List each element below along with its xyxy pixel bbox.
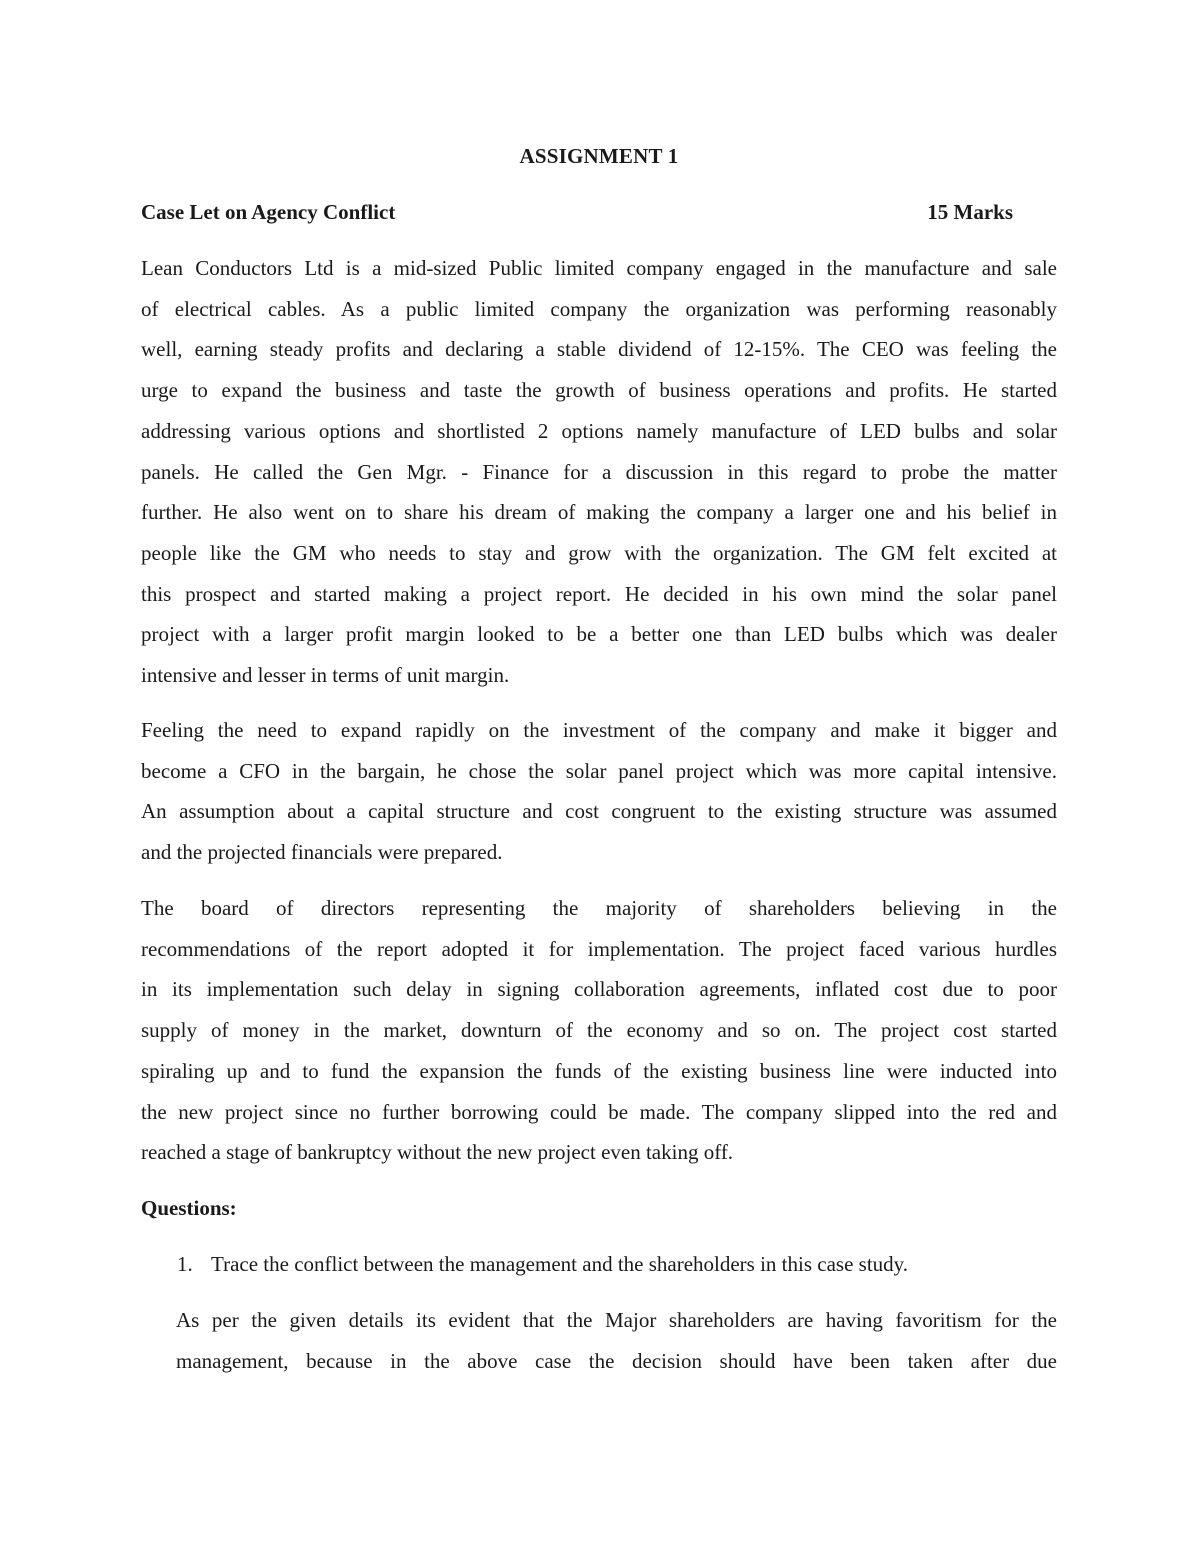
paragraph-line: panels. He called the Gen Mgr. - Finance for a discussion in this regard to probe the matter [141,459,1057,484]
paragraph-line: project with a larger profit margin looked to be a better one than LED bulbs which was dealer [141,622,1057,647]
case-paragraph-3 [141,888,1057,1173]
paragraph-line: become a CFO in the bargain, he chose the solar panel project which was more capital intensive. [141,758,1057,783]
case-heading-row [141,200,1057,225]
answer-paragraph [176,1300,1057,1381]
paragraph-line: Feeling the need to expand rapidly on the investment of the company and make it bigger and [141,718,1057,742]
paragraph-line: intensive and lesser in terms of unit margin. [141,663,510,688]
question-number: 1. [177,1252,193,1276]
paragraph-line: further. He also went on to share his dream of making the company a larger one and his belief in [141,500,1057,525]
paragraph-line: recommendations of the report adopted it for implementation. The project faced various hurdles [141,936,1057,961]
question-text: Trace the conflict between the management and the shareholders in this case study. [211,1252,909,1276]
marks-label: 15 Marks [927,200,1013,224]
paragraph-line: Lean Conductors Ltd is a mid-sized Public limited company engaged in the manufacture and sale [141,256,1057,280]
case-title: Case Let on Agency Conflict [141,200,396,224]
paragraph-line: The board of directors representing the majority of shareholders believing in the [141,896,1057,920]
paragraph-line: well, earning steady profits and declaring a stable dividend of 12-15%. The CEO was feeling the [141,337,1057,362]
paragraph-line: addressing various options and shortlisted 2 options namely manufacture of LED bulbs and solar [141,418,1057,443]
paragraph-line: reached a stage of bankruptcy without the new project even taking off. [141,1140,734,1165]
paragraph-line: urge to expand the business and taste the growth of business operations and profits. He started [141,378,1057,403]
case-paragraph-2 [141,710,1057,873]
assignment-title: ASSIGNMENT 1 [519,144,679,168]
paragraph-line: people like the GM who needs to stay and grow with the organization. The GM felt excited at [141,540,1057,565]
paragraph-line: of electrical cables. As a public limited company the organization was performing reasonably [141,296,1057,321]
question-item [177,1252,908,1277]
questions-heading: Questions: [141,1196,237,1220]
paragraph-line: the new project since no further borrowing could be made. The company slipped into the red and [141,1099,1057,1124]
paragraph-line: As per the given details its evident that the Major shareholders are having favoritism for the [176,1308,1057,1332]
paragraph-line: supply of money in the market, downturn of the economy and so on. The project cost started [141,1018,1057,1043]
paragraph-line: this prospect and started making a project report. He decided in his own mind the solar panel [141,581,1057,606]
paragraph-line: management, because in the above case the decision should have been taken after due [176,1348,1057,1373]
case-paragraph-1 [141,248,1057,696]
paragraph-line: and the projected financials were prepared. [141,840,503,865]
paragraph-line: An assumption about a capital structure and cost congruent to the existing structure was assumed [141,799,1057,824]
paragraph-line: spiraling up and to fund the expansion the funds of the existing business line were inducted into [141,1058,1057,1083]
paragraph-line: in its implementation such delay in signing collaboration agreements, inflated cost due to poor [141,977,1057,1002]
